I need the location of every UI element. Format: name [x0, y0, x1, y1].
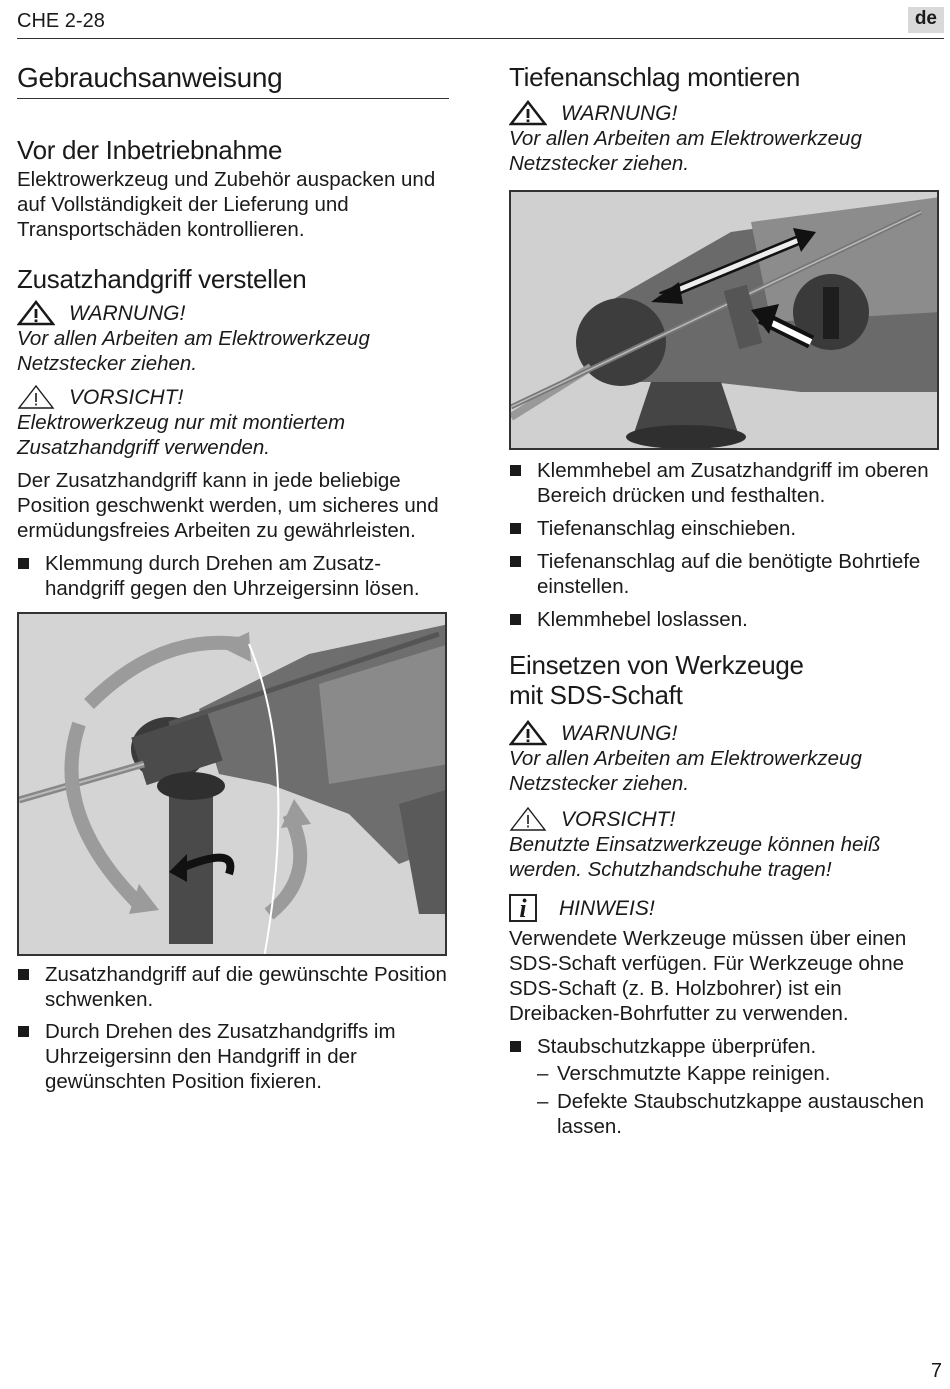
sub-step-list — [509, 1061, 943, 1139]
list-item: Zusatzhandgriff auf die gewünschte Position schwenken. — [17, 962, 449, 1012]
drill-depth-stop-illustration — [511, 192, 939, 450]
list-item: Tiefenanschlag auf die benötigte Bohrtiefe einstellen. — [509, 549, 943, 599]
figure-handle-rotation — [17, 612, 447, 956]
warning-heading — [509, 100, 943, 126]
language-badge: de — [908, 7, 944, 33]
warning-label: WARNUNG! — [561, 721, 678, 745]
info-icon: i — [509, 894, 537, 922]
bullet-square-icon — [510, 465, 521, 476]
step-list-4 — [509, 1034, 943, 1059]
caution-label: VORSICHT! — [561, 807, 676, 831]
section-heading-depth-stop: Tiefenanschlag montieren — [509, 62, 801, 92]
step-list-3 — [509, 458, 943, 632]
bullet-square-icon — [510, 1041, 521, 1052]
list-item: Staubschutzkappe überprüfen. — [509, 1034, 943, 1059]
warning-label: WARNUNG! — [561, 101, 678, 125]
list-item: – Defekte Staubschutzkappe austauschen lassen. — [537, 1090, 924, 1138]
warning-heading — [509, 720, 943, 746]
page-title: Gebrauchsanweisung — [17, 62, 449, 99]
bullet-square-icon — [18, 969, 29, 980]
caution-text: Benutzte Einsatzwerkzeuge können heiß werden. Schutzhandschuhe tragen! — [509, 833, 881, 881]
right-column — [509, 62, 943, 1139]
caution-heading — [509, 806, 943, 832]
bullet-square-icon — [510, 556, 521, 567]
header-divider — [17, 38, 944, 39]
info-text: Verwendete Werkzeuge müssen über einen SDS-Schaft verfügen. Für Werkzeuge ohne SDS-Schaft (z. B. Holzbohrer) ist ein Dreibacken-Bohrfutter zu verwenden. — [509, 927, 907, 1025]
model-label: CHE 2-28 — [17, 10, 105, 32]
warning-label: WARNUNG! — [69, 301, 186, 325]
section-heading-sds-line1: Einsetzen von Werkzeuge — [509, 650, 804, 680]
list-item: Tiefenanschlag einschieben. — [509, 516, 943, 541]
drill-handle-illustration — [19, 614, 447, 956]
section-heading-sds-line2: mit SDS-Schaft — [509, 680, 683, 710]
caution-triangle-icon — [509, 806, 547, 832]
left-column — [17, 62, 449, 1094]
warning-heading — [17, 300, 449, 326]
warning-triangle-icon — [509, 100, 547, 126]
list-item: Durch Drehen des Zusatzhandgriffs im Uhrzeigersinn den Handgriff in der gewünschten Position fixieren. — [17, 1019, 449, 1094]
figure-depth-stop — [509, 190, 939, 450]
step-list-1 — [17, 551, 449, 601]
section-text-before-use: Elektrowerkzeug und Zubehör auspacken und auf Vollständigkeit der Lieferung und Transportschäden kontrollieren. — [17, 168, 436, 241]
info-heading — [509, 894, 943, 922]
warning-text: Vor allen Arbeiten am Elektrowerkzeug Netzstecker ziehen. — [509, 747, 862, 795]
step-list-2 — [17, 962, 449, 1094]
info-label: HINWEIS! — [559, 896, 655, 920]
caution-text: Elektrowerkzeug nur mit montiertem Zusatzhandgriff verwenden. — [17, 411, 346, 459]
list-item: – Verschmutzte Kappe reinigen. — [537, 1062, 831, 1085]
section-heading-handle: Zusatzhandgriff verstellen — [17, 264, 307, 294]
bullet-square-icon — [18, 1026, 29, 1037]
bullet-square-icon — [510, 523, 521, 534]
warning-text: Vor allen Arbeiten am Elektrowerkzeug Netzstecker ziehen. — [509, 127, 862, 175]
bullet-square-icon — [510, 614, 521, 625]
bullet-square-icon — [18, 558, 29, 569]
body-paragraph: Der Zusatzhandgriff kann in jede beliebige Position geschwenkt werden, um sicheres und ermüdungsfreies Arbeiten zu gewährleisten. — [17, 469, 439, 542]
caution-label: VORSICHT! — [69, 385, 184, 409]
list-item: Klemmhebel loslassen. — [509, 607, 943, 632]
section-heading-before-use: Vor der Inbetriebnahme — [17, 135, 283, 165]
caution-triangle-icon — [17, 384, 55, 410]
warning-triangle-icon — [509, 720, 547, 746]
warning-triangle-icon — [17, 300, 55, 326]
caution-heading — [17, 384, 449, 410]
list-item: Klemmhebel am Zusatzhandgriff im oberen Bereich drücken und festhalten. — [509, 458, 943, 508]
warning-text: Vor allen Arbeiten am Elektrowerkzeug Netzstecker ziehen. — [17, 327, 370, 375]
page-number: 7 — [930, 1360, 942, 1382]
list-item: Klemmung durch Drehen am Zusatz-handgriff gegen den Uhrzeigersinn lösen. — [17, 551, 449, 601]
